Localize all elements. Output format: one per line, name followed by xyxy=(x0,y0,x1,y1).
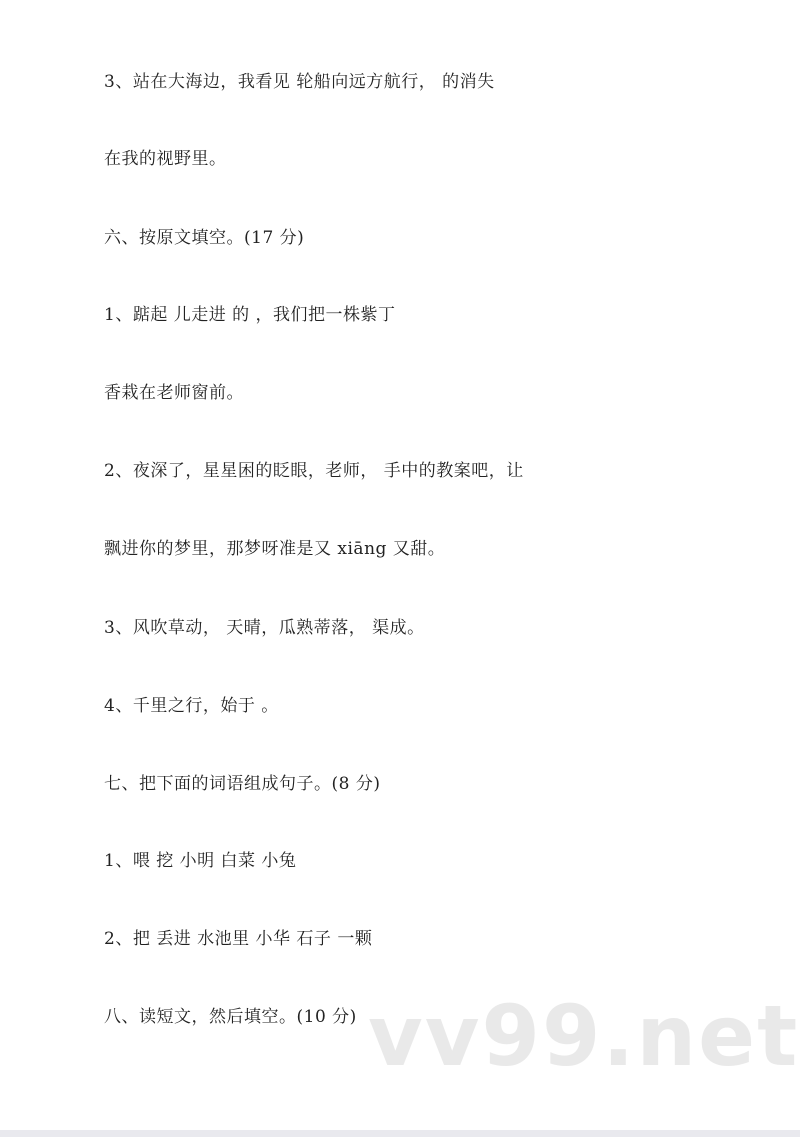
question-6-2-line-1: 2、夜深了，星星困的眨眼，老师， 手中的教案吧，让 xyxy=(104,461,524,481)
watermark: vv99.net xyxy=(368,987,800,1085)
question-5-3-line-1: 3、站在大海边，我看见 轮船向远方航行， 的消失 xyxy=(104,72,495,92)
section-7-heading: 七、把下面的词语组成句子。(8 分) xyxy=(104,774,381,794)
question-5-3-line-2: 在我的视野里。 xyxy=(104,149,227,169)
question-6-2-line-2: 飘进你的梦里，那梦呀准是又 xiāng 又甜。 xyxy=(104,539,446,559)
page-bottom-edge xyxy=(0,1130,800,1137)
question-6-1-line-1: 1、踮起 儿走进 的 ，我们把一株紫丁 xyxy=(104,305,396,325)
section-6-heading: 六、按原文填空。(17 分) xyxy=(104,228,305,248)
question-6-4: 4、千里之行，始于 。 xyxy=(104,696,279,716)
question-7-1: 1、喂 挖 小明 白菜 小兔 xyxy=(104,851,297,871)
question-7-2: 2、把 丢进 水池里 小华 石子 一颗 xyxy=(104,929,373,949)
section-8-heading: 八、读短文，然后填空。(10 分) xyxy=(104,1007,357,1027)
question-6-3: 3、风吹草动， 天晴，瓜熟蒂落， 渠成。 xyxy=(104,618,425,638)
question-6-1-line-2: 香栽在老师窗前。 xyxy=(104,383,244,403)
